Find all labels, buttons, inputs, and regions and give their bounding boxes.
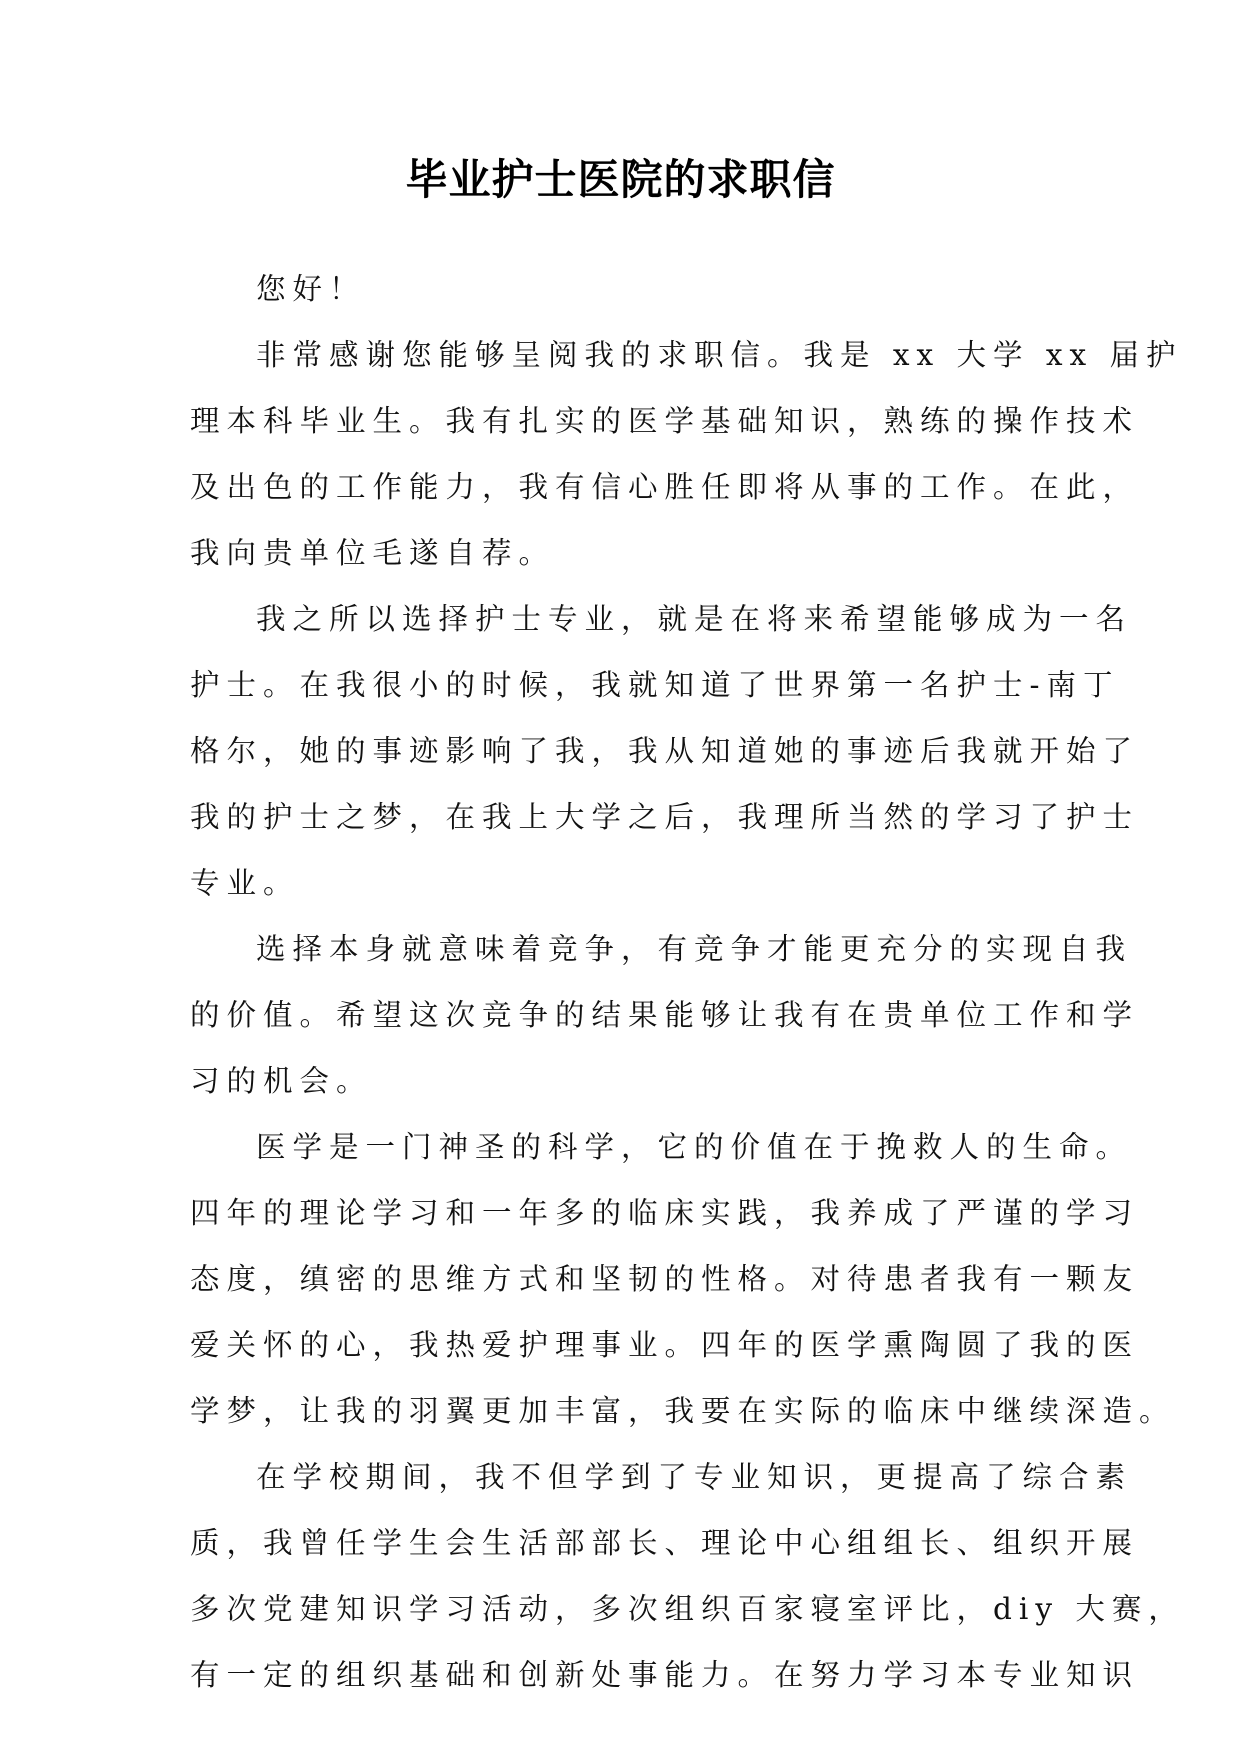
paragraph-line: 态度，缜密的思维方式和坚韧的性格。对待患者我有一颗友 [190, 1262, 1140, 1296]
paragraph-line: 及出色的工作能力，我有信心胜任即将从事的工作。在此， [190, 470, 1140, 504]
paragraph-line: 选择本身就意味着竞争，有竞争才能更充分的实现自我 [256, 932, 1133, 966]
paragraph-line: 习的机会。 [190, 1064, 373, 1098]
paragraph-line: 爱关怀的心，我热爱护理事业。四年的医学熏陶圆了我的医 [190, 1328, 1140, 1362]
paragraph-line: 非常感谢您能够呈阅我的求职信。我是 xx 大学 xx 届护 [256, 338, 1183, 372]
paragraph-line: 护士。在我很小的时候，我就知道了世界第一名护士-南丁 [190, 668, 1120, 702]
paragraph-line: 的价值。希望这次竞争的结果能够让我有在贵单位工作和学 [190, 998, 1140, 1032]
paragraph-line: 四年的理论学习和一年多的临床实践，我养成了严谨的学习 [190, 1196, 1140, 1230]
paragraph-line: 理本科毕业生。我有扎实的医学基础知识，熟练的操作技术 [190, 404, 1140, 438]
paragraph-line: 我向贵单位毛遂自荐。 [190, 536, 556, 570]
paragraph-line: 格尔，她的事迹影响了我，我从知道她的事迹后我就开始了 [190, 734, 1140, 768]
paragraph-line: 质，我曾任学生会生活部部长、理论中心组组长、组织开展 [190, 1526, 1140, 1560]
paragraph-line: 学梦，让我的羽翼更加丰富，我要在实际的临床中继续深造。 [190, 1394, 1176, 1428]
paragraph-line: 有一定的组织基础和创新处事能力。在努力学习本专业知识 [190, 1658, 1140, 1692]
greeting-line: 您好！ [256, 272, 366, 306]
paragraph-line: 在学校期间，我不但学到了专业知识，更提高了综合素 [256, 1460, 1133, 1494]
paragraph-line: 专业。 [190, 866, 300, 900]
paragraph-line: 多次党建知识学习活动，多次组织百家寝室评比，diy 大赛， [190, 1592, 1185, 1626]
paragraph-line: 我的护士之梦，在我上大学之后，我理所当然的学习了护士 [190, 800, 1140, 834]
paragraph-line: 医学是一门神圣的科学，它的价值在于挽救人的生命。 [256, 1130, 1133, 1164]
letter-body [190, 256, 1185, 1708]
paragraph-line: 我之所以选择护士专业，就是在将来希望能够成为一名 [256, 602, 1133, 636]
document-title: 毕业护士医院的求职信 [405, 155, 836, 204]
